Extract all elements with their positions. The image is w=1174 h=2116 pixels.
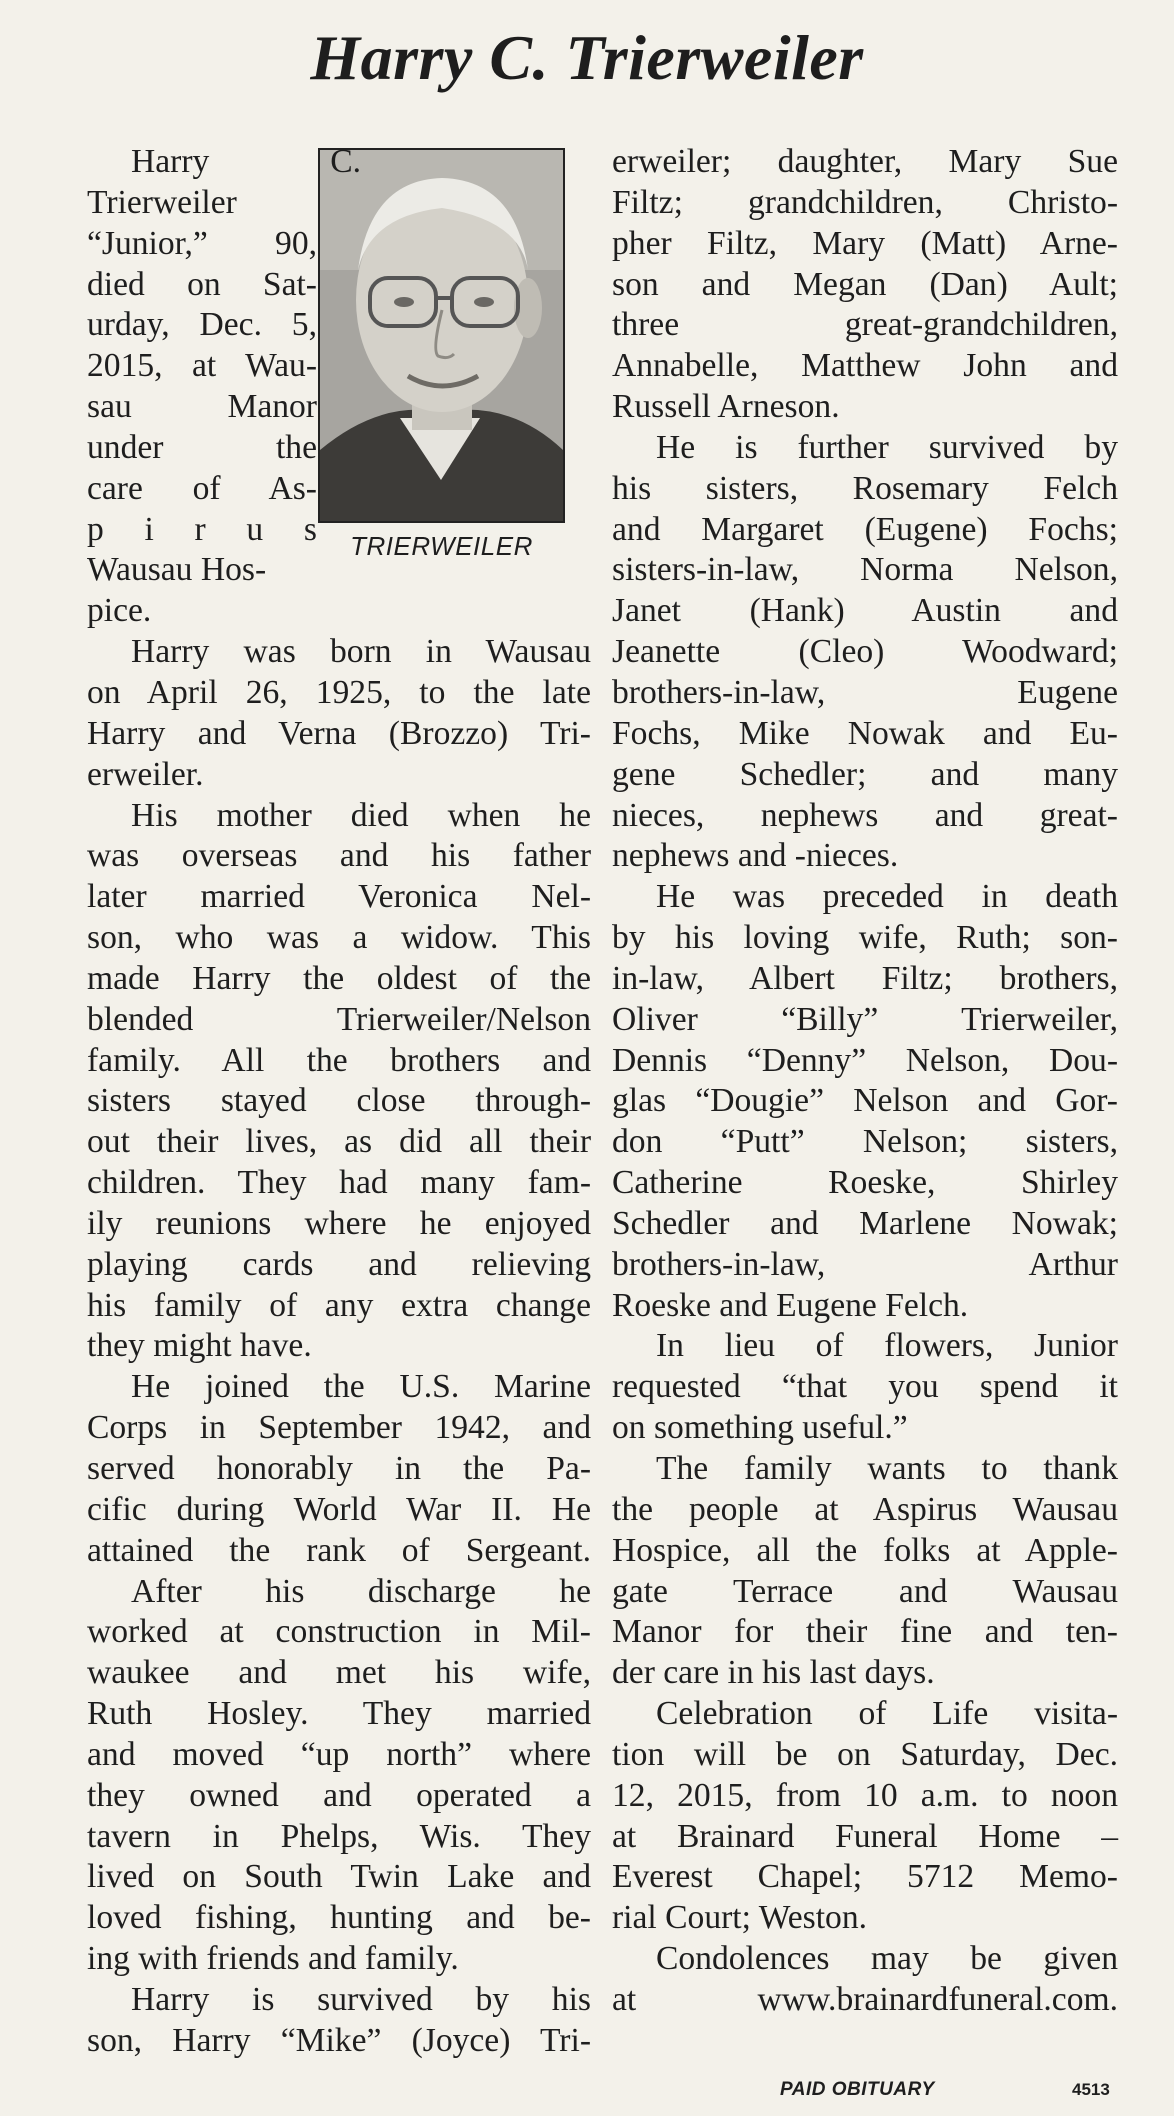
text-line: nieces, nephews and great- (612, 796, 1118, 834)
text-line: loved fishing, hunting and be- (87, 1899, 591, 1937)
text-line: Harry C. (131, 143, 361, 180)
text-line: Oliver “Billy” Trierweiler, (612, 1000, 1118, 1038)
text-line: care of As- (87, 469, 317, 507)
text-line: ing with friends and family. (87, 1940, 459, 1978)
text-line: requested “that you spend it (612, 1368, 1118, 1406)
text-line: and Margaret (Eugene) Fochs; (612, 510, 1118, 548)
text-line: son and Megan (Dan) Ault; (612, 265, 1118, 303)
text-line: erweiler. (87, 755, 204, 793)
text-line: gene Schedler; and many (612, 755, 1118, 793)
text-line: and moved “up north” where (87, 1735, 591, 1773)
text-line: Harry is survived by his (131, 1980, 591, 2018)
text-line: Harry and Verna (Brozzo) Tri- (87, 714, 591, 752)
text-line: Wausau Hos- (87, 551, 267, 589)
text-line: Schedler and Marlene Nowak; (612, 1204, 1118, 1242)
text-line: He is further survived by (656, 428, 1118, 466)
text-line: out their lives, as did all their (87, 1123, 591, 1161)
text-line: children. They had many fam- (87, 1164, 591, 1202)
text-line: waukee and met his wife, (87, 1654, 591, 1692)
text-line: ily reunions where he enjoyed (87, 1204, 591, 1242)
text-line: sisters-in-law, Norma Nelson, (612, 551, 1118, 589)
text-line: was overseas and his father (87, 837, 591, 875)
text-line: at www.brainardfuneral.com. (612, 1980, 1118, 2018)
text-line: The family wants to thank (656, 1450, 1118, 1487)
text-line: Russell Arneson. (612, 388, 840, 426)
text-line: attained the rank of Sergeant. (87, 1531, 591, 1569)
text-line: his sisters, Rosemary Felch (612, 469, 1118, 507)
text-line: at Brainard Funeral Home – (612, 1817, 1118, 1855)
text-line: rial Court; Weston. (612, 1899, 868, 1937)
text-line: Condolences may be given (656, 1940, 1118, 1978)
text-line: 12, 2015, from 10 a.m. to noon (612, 1776, 1118, 1814)
text-line: Annabelle, Matthew John and (612, 347, 1118, 385)
text-line: under the (87, 428, 317, 466)
text-line: son, Harry “Mike” (Joyce) Tri- (87, 2021, 591, 2059)
text-line: don “Putt” Nelson; sisters, (612, 1123, 1118, 1161)
text-line: p i r u s (87, 510, 317, 548)
text-line: cific during World War II. He (87, 1490, 591, 1528)
text-line: sau Manor (87, 388, 317, 426)
text-line: urday, Dec. 5, (87, 306, 317, 344)
text-line: lived on South Twin Lake and (87, 1858, 591, 1896)
photo-caption: TRIERWEILER (350, 531, 533, 561)
text-line: Hospice, all the folks at Apple- (612, 1531, 1118, 1569)
text-line: family. All the brothers and (87, 1041, 591, 1079)
text-line: worked at construction in Mil- (87, 1613, 591, 1651)
text-line: tion will be on Saturday, Dec. (612, 1735, 1118, 1773)
text-line: in-law, Albert Filtz; brothers, (612, 959, 1118, 997)
left-text-column (87, 142, 591, 2062)
paid-obituary-label: PAID OBITUARY (780, 2079, 935, 2100)
right-text-column (612, 142, 1118, 2021)
text-line: pher Filtz, Mary (Matt) Arne- (612, 224, 1118, 262)
text-line: son, who was a widow. This (87, 919, 591, 957)
text-line: pice. (87, 592, 152, 630)
text-line: they might have. (87, 1327, 312, 1365)
text-line: made Harry the oldest of the (87, 959, 591, 997)
text-line: later married Veronica Nel- (87, 878, 591, 916)
text-line: Manor for their fine and ten- (612, 1613, 1118, 1651)
text-line: on something useful.” (612, 1409, 908, 1447)
text-line: brothers-in-law, Eugene (612, 673, 1118, 711)
text-line: brothers-in-law, Arthur (612, 1245, 1118, 1283)
text-line: Fochs, Mike Nowak and Eu- (612, 714, 1118, 752)
text-line: His mother died when he (131, 796, 591, 834)
text-line: Ruth Hosley. They married (87, 1695, 591, 1733)
text-line: gate Terrace and Wausau (612, 1572, 1118, 1610)
text-line: his family of any extra change (87, 1286, 591, 1324)
text-line: Harry was born in Wausau (131, 633, 591, 671)
text-line: playing cards and relieving (87, 1245, 591, 1283)
ad-number: 4513 (1072, 2080, 1110, 2099)
text-line: served honorably in the Pa- (87, 1450, 591, 1487)
text-line: der care in his last days. (612, 1654, 935, 1692)
text-line: they owned and operated a (87, 1776, 591, 1814)
text-line: Roeske and Eugene Felch. (612, 1286, 969, 1324)
text-line: Janet (Hank) Austin and (612, 592, 1118, 630)
text-line: by his loving wife, Ruth; son- (612, 919, 1118, 957)
text-line: erweiler; daughter, Mary Sue (612, 143, 1118, 180)
text-line: 2015, at Wau- (87, 347, 317, 385)
text-line: He was preceded in death (656, 878, 1118, 916)
text-line: Trierweiler (87, 183, 237, 221)
obituary-title: Harry C. Trierweiler (310, 22, 864, 93)
text-line: died on Sat- (87, 265, 317, 303)
text-line: sisters stayed close through- (87, 1082, 591, 1120)
text-line: Corps in September 1942, and (87, 1409, 591, 1447)
text-line: three great-grandchildren, (612, 306, 1118, 344)
text-line: nephews and -nieces. (612, 837, 899, 875)
text-line: He joined the U.S. Marine (131, 1368, 591, 1406)
text-line: the people at Aspirus Wausau (612, 1490, 1118, 1528)
text-line: blended Trierweiler/Nelson (87, 1000, 591, 1038)
text-line: After his discharge he (131, 1572, 591, 1610)
text-line: on April 26, 1925, to the late (87, 673, 591, 711)
text-line: Filtz; grandchildren, Christo- (612, 183, 1118, 221)
text-line: Jeanette (Cleo) Woodward; (612, 633, 1118, 671)
text-line: glas “Dougie” Nelson and Gor- (612, 1082, 1118, 1120)
text-line: Celebration of Life visita- (656, 1695, 1118, 1733)
text-line: “Junior,” 90, (87, 224, 317, 262)
text-line: Catherine Roeske, Shirley (612, 1164, 1118, 1202)
text-line: Everest Chapel; 5712 Memo- (612, 1858, 1118, 1896)
text-line: Dennis “Denny” Nelson, Dou- (612, 1041, 1118, 1079)
text-line: In lieu of flowers, Junior (656, 1327, 1118, 1365)
text-line: tavern in Phelps, Wis. They (87, 1817, 591, 1855)
